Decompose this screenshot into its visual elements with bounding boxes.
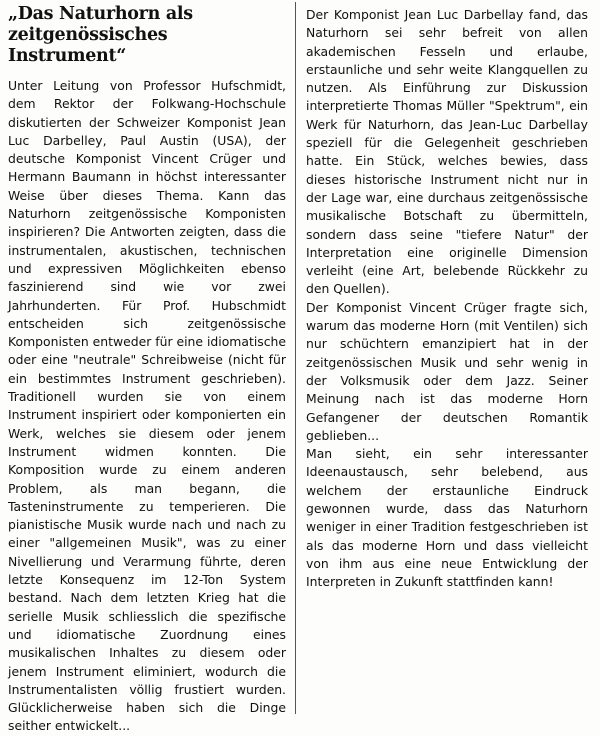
paragraph-darbellay-continued: Der Komponist Jean Luc Darbellay fand, das Naturhorn sei sehr befreit von allen akademischen Fesseln und erlaube, erstaunliche und sehr weite Klangquellen zu nutzen. Als Einführung zur Diskussion interpretierte Thomas Müller "Spektrum", ein Werk für Naturhorn, das Jean-Luc Darbellay speziell für die Gelegenheit geschrieben hatte. Ein Stück, welches bewies, dass dieses historische Instrument nicht nur in der Lage war, eine durchaus zeitgenössische musikalische Botschaft zu übermitteln, sondern dass seine "tiefere Natur" der Interpretation eine originelle Dimension verleiht (eine Art, belebende Rückkehr zu den Quellen). — [306, 7, 588, 297]
paragraph-cruger: Der Komponist Vincent Crüger fragte sich, warum das moderne Horn (mit Ventilen) sich nur schüchtern emanzipiert hat in der zeitgenössischen Musik und sehr wenig in der Volksmusik oder dem Jazz. Seiner Meinung nach ist das moderne Horn Gefangener der deutschen Romantik geblieben... — [306, 299, 588, 443]
article-column-left — [8, 6, 286, 736]
article-body-left — [8, 77, 286, 736]
article-headline: „Das Naturhorn als zeitgenössisches Instrument“ — [8, 4, 193, 66]
article-body-right — [306, 6, 588, 592]
column-divider — [295, 2, 296, 714]
paragraph-conclusion: Man sieht, ein sehr interessanter Ideenaustausch, sehr belebend, aus welchem der erstaunliche Eindruck gewonnen wurde, dass das Naturhorn weniger in einer Tradition festgeschrieben ist als das moderne Horn und dass vielleicht von ihm aus eine neue Entwicklung der Interpreten in Zukunft stattfinden kann! — [306, 446, 588, 590]
article-column-right — [306, 6, 588, 592]
paragraph-intro: Unter Leitung von Professor Hufschmidt, dem Rektor der Folkwang-Hochschule diskutierten der Schweizer Komponist Jean Luc Darbelley, Paul Austin (USA), der deutsche Komponist Vincent Crüger und Hermann Baumann in höchst interessanter Weise über dieses Thema. Kann das Naturhorn zeitgenössische Komponisten inspirieren? Die Antworten zeigten, dass die instrumentalen, akustischen, technischen und expressiven Möglichkeiten ebenso faszinierend sind wie vor zwei Jahrhunderten. Für Prof. Hubschmidt entscheiden sich zeitgenössische Komponisten entweder für eine idiomatische oder eine "neutrale" Schreibweise (nicht für ein bestimmtes Instrument geschrieben). Traditionell wurden sie von einem Instrument inspiriert oder komponierten ein Werk, welches sie diesem oder jenem Instrument widmen konnten. Die Komposition wurde zu einem anderen Problem, als man begann, die Tasteninstrumente zu temperieren. Die pianistische Musik wurde nach und nach zu einer "allgemeinen Musik", was zu einer Nivellierung und Verarmung führte, deren letzte Konsequenz im 12-Ton System bestand. Nach dem letzten Krieg hat die serielle Musik schliesslich die spezifische und idiomatische Zuordnung eines musikalischen Inhaltes zu diesem oder jenem Instrument eliminiert, wodurch die Instrumentalisten völlig frustiert wurden. Glücklicherweise haben sich die Dinge seither entwickelt... — [8, 78, 287, 734]
